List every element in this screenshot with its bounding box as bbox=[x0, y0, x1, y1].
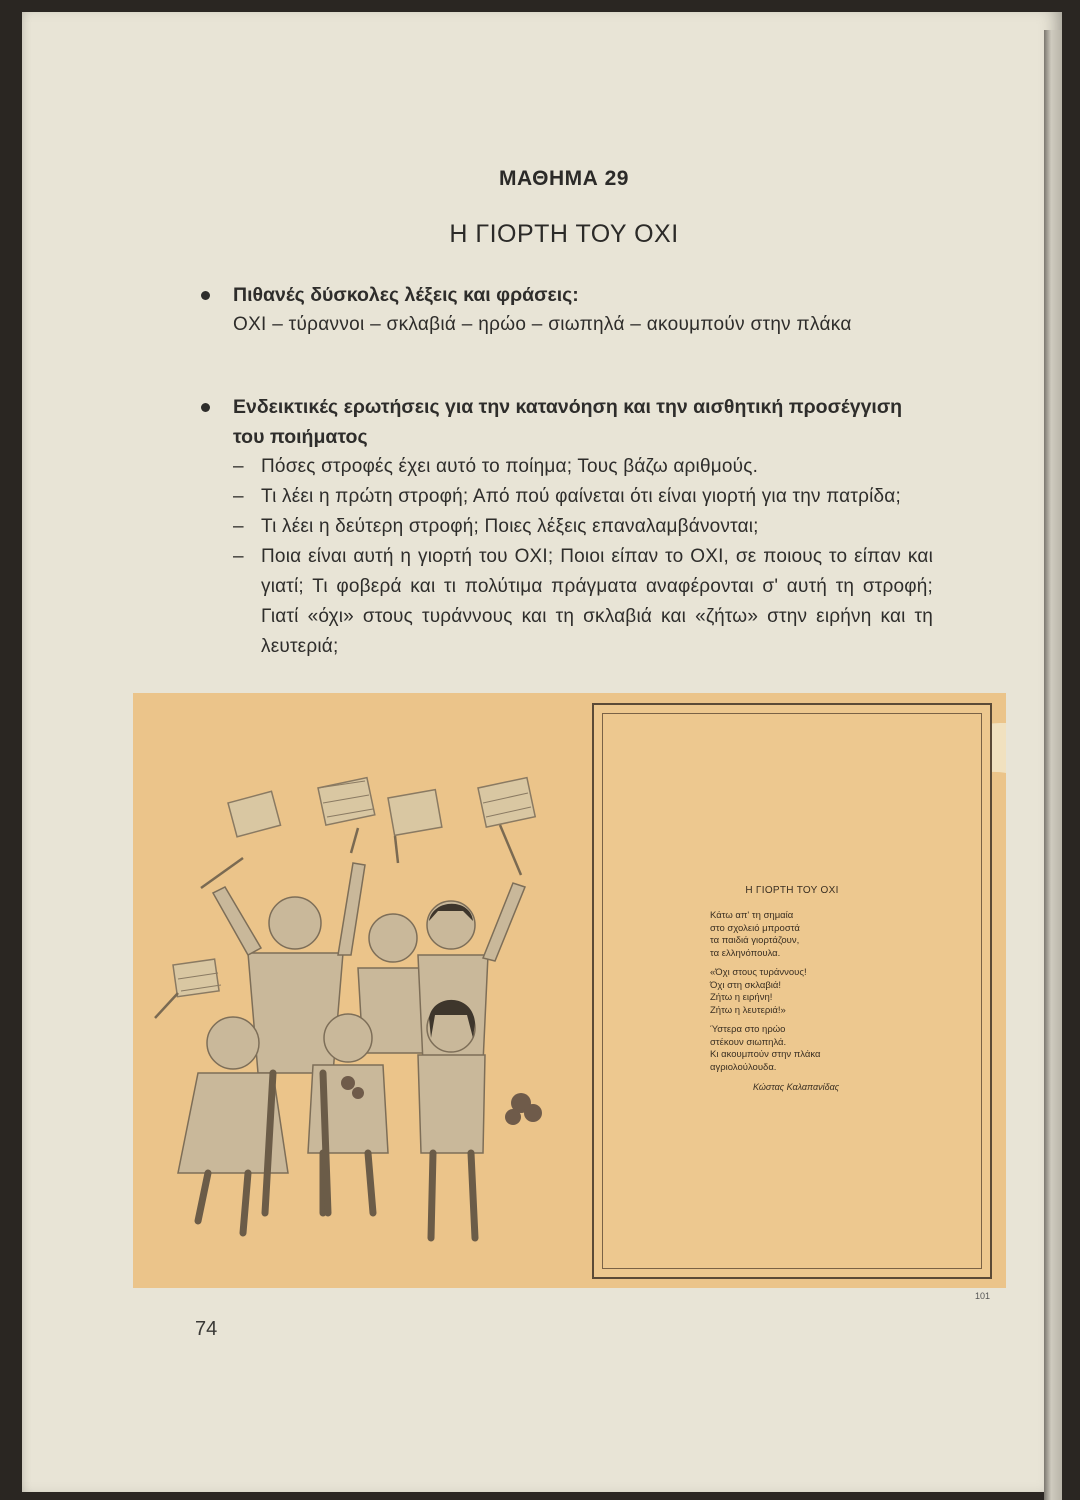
poem-stanza bbox=[710, 967, 839, 1017]
questions-list bbox=[233, 452, 933, 662]
poem-title: Η ΓΙΟΡΤΗ ΤΟΥ ΟΧΙ bbox=[745, 885, 839, 896]
difficult-words-section bbox=[233, 280, 933, 340]
poem-frame bbox=[592, 703, 992, 1279]
bullet-icon bbox=[201, 403, 210, 412]
lesson-title: ΜΑΘΗΜΑ 29 bbox=[499, 167, 629, 190]
difficult-words-heading: Πιθανές δύσκολες λέξεις και φράσεις: bbox=[233, 284, 579, 306]
poem-line: τα ελληνόπουλα. bbox=[710, 947, 781, 959]
question-item: – Ποια είναι αυτή η γιορτή του ΟΧΙ; Ποιοι είπαν το ΟΧΙ, σε ποιους το είπαν και γιατί; Τι φοβερά και τι πολύτιμα πράγματα αναφέρονται σ' αυτή τη στροφή; Γιατί «όχι» στους τυράννους και τη σκλαβιά και «ζήτω» στην ειρήνη και τη λευτεριά; bbox=[233, 542, 933, 662]
poem-line: στο σχολειό μπροστά bbox=[710, 922, 800, 934]
page-number: 74 bbox=[195, 1318, 218, 1340]
questions-section bbox=[233, 392, 933, 662]
poem-body bbox=[710, 910, 839, 1094]
question-item: – Τι λέει η δεύτερη στροφή; Ποιες λέξεις επαναλαμβάνονται; bbox=[233, 512, 933, 542]
poem-author: Κώστας Καλαπανίδας bbox=[753, 1082, 840, 1092]
poem-line: στέκουν σιωπηλά. bbox=[710, 1036, 787, 1048]
difficult-words-text: ΟΧΙ – τύραννοι – σκλαβιά – ηρώο – σιωπηλά – ακουμπούν στην πλάκα bbox=[233, 314, 852, 335]
poem-line: Όχι στη σκλαβιά! bbox=[710, 979, 782, 991]
questions-heading: Ενδεικτικές ερωτήσεις για την κατανόηση και την αισθητική προσέγγιση του ποιήματος bbox=[233, 396, 903, 448]
lesson-poem-title: Η ΓΙΟΡΤΗ ΤΟΥ ΟΧΙ bbox=[449, 220, 679, 248]
next-page-edge bbox=[1044, 30, 1062, 1500]
poem-line: αγριολούλουδα. bbox=[710, 1061, 777, 1073]
plate-number: 101 bbox=[975, 1291, 991, 1301]
poem-line: Κάτω απ' τη σημαία bbox=[710, 910, 794, 921]
poem-line: «Όχι στους τυράννους! bbox=[710, 967, 807, 978]
poem-line: Κι ακουμπούν στην πλάκα bbox=[710, 1049, 821, 1060]
poem-stanza bbox=[710, 910, 839, 960]
poem-line: Ζήτω η ειρήνη! bbox=[710, 992, 773, 1003]
poem-line: Ζήτω η λευτεριά!» bbox=[710, 1004, 786, 1016]
bullet-icon bbox=[201, 291, 210, 300]
question-item: – Πόσες στροφές έχει αυτό το ποίημα; Τους βάζω αριθμούς. bbox=[233, 452, 933, 482]
poem-line: Ύστερα στο ηρώο bbox=[710, 1024, 786, 1035]
poem-line: τα παιδιά γιορτάζουν, bbox=[710, 935, 800, 946]
poem-stanza bbox=[710, 1024, 839, 1074]
question-item: – Τι λέει η πρώτη στροφή; Από πού φαίνεται ότι είναι γιορτή για την πατρίδα; bbox=[233, 482, 933, 512]
